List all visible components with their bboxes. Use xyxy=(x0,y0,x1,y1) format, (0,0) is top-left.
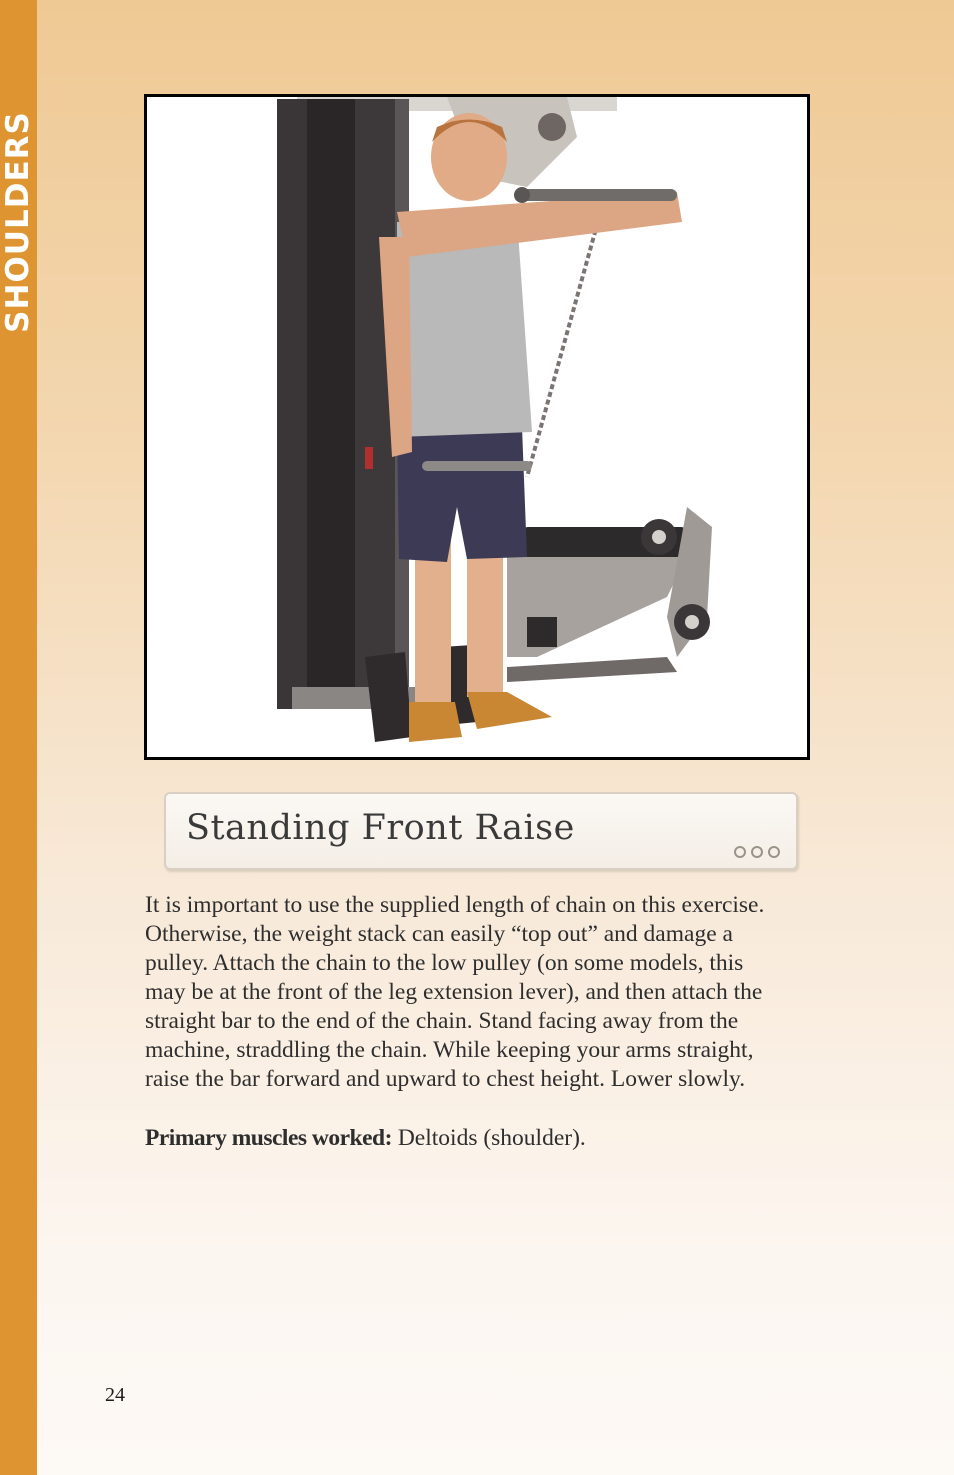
description-line: It is important to use the supplied length of chain on this exercise. xyxy=(145,892,765,918)
description-line: raise the bar forward and upward to chest height. Lower slowly. xyxy=(145,1066,746,1092)
muscles-value: Deltoids (shoulder). xyxy=(391,1125,586,1151)
exercise-title-box xyxy=(164,792,798,870)
description-line: Otherwise, the weight stack can easily “top out” and damage a xyxy=(145,921,733,947)
dot xyxy=(751,846,763,858)
exercise-description xyxy=(145,891,805,1094)
muscles-label: Primary muscles worked: xyxy=(145,1125,392,1151)
exercise-photo xyxy=(144,94,810,760)
dot xyxy=(734,846,746,858)
description-line: may be at the front of the leg extension lever), and then attach the xyxy=(145,979,763,1005)
dot xyxy=(768,846,780,858)
exercise-title: Standing Front Raise xyxy=(186,808,575,848)
description-line: straight bar to the end of the chain. Stand facing away from the xyxy=(145,1008,739,1034)
description-line: pulley. Attach the chain to the low pulley (on some models, this xyxy=(145,950,744,976)
section-label: SHOULDERS xyxy=(0,111,36,333)
primary-muscles xyxy=(145,1124,805,1153)
page-number: 24 xyxy=(105,1384,125,1406)
description-line: machine, straddling the chain. While keeping your arms straight, xyxy=(145,1037,754,1063)
three-dots-icon xyxy=(734,846,780,858)
section-side-tab xyxy=(0,0,37,1475)
